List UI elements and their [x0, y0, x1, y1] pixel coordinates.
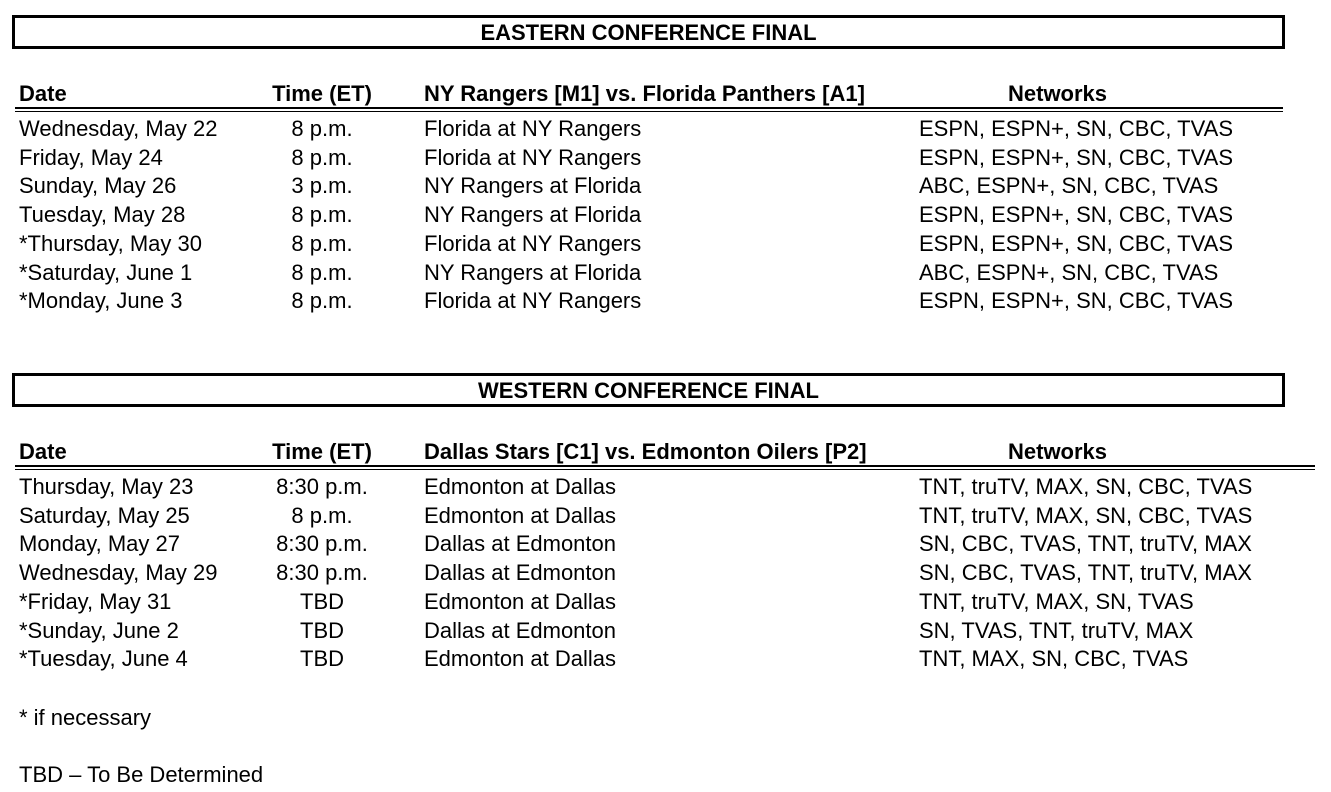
game-matchup: Florida at NY Rangers — [424, 288, 642, 314]
game-date: *Monday, June 3 — [19, 288, 183, 314]
game-time: TBD — [300, 617, 344, 643]
game-date: Sunday, May 26 — [19, 173, 177, 199]
game-date: Thursday, May 23 — [19, 474, 194, 499]
game-matchup: Edmonton at Dallas — [424, 646, 616, 672]
game-matchup: Florida at NY Rangers — [424, 116, 642, 141]
table-header — [0, 81, 1331, 107]
game-networks: ESPN, ESPN+, SN, CBC, TVAS — [919, 230, 1234, 256]
game-networks: ABC, ESPN+, SN, CBC, TVAS — [919, 259, 1219, 285]
game-matchup: Edmonton at Dallas — [424, 588, 616, 614]
game-networks: SN, CBC, TVAS, TNT, truTV, MAX — [919, 560, 1252, 586]
game-time: 8 p.m. — [291, 202, 353, 228]
table-row — [0, 116, 1331, 144]
game-matchup: Edmonton at Dallas — [424, 474, 616, 499]
header-networks: Networks — [1008, 81, 1108, 106]
table-row — [0, 560, 1331, 588]
game-networks: SN, TVAS, TNT, truTV, MAX — [919, 617, 1194, 643]
table-row — [0, 231, 1331, 259]
table-row — [0, 531, 1331, 559]
game-date: *Thursday, May 30 — [19, 230, 203, 256]
game-date: Wednesday, May 29 — [19, 560, 218, 586]
game-matchup: Dallas at Edmonton — [424, 560, 616, 586]
header-double-rule — [15, 107, 1283, 112]
game-date: Monday, May 27 — [19, 531, 181, 557]
header-double-rule — [15, 465, 1315, 470]
section-title: EASTERN CONFERENCE FINAL — [12, 15, 1285, 49]
game-networks: SN, CBC, TVAS, TNT, truTV, MAX — [919, 531, 1252, 557]
game-networks: ESPN, ESPN+, SN, CBC, TVAS — [919, 144, 1234, 170]
table-row — [0, 145, 1331, 173]
game-time: 8 p.m. — [291, 230, 353, 256]
header-time: Time (ET) — [272, 439, 372, 464]
game-time: TBD — [300, 588, 344, 614]
game-date: *Saturday, June 1 — [19, 259, 193, 285]
header-date: Date — [19, 81, 67, 106]
table-row — [0, 173, 1331, 201]
game-date: Tuesday, May 28 — [19, 202, 186, 228]
table-row — [0, 646, 1331, 674]
header-matchup: NY Rangers [M1] vs. Florida Panthers [A1] — [424, 81, 865, 106]
game-date: Saturday, May 25 — [19, 502, 190, 528]
game-matchup: Dallas at Edmonton — [424, 531, 616, 557]
table-row — [0, 474, 1331, 502]
header-date: Date — [19, 439, 67, 464]
game-date: *Friday, May 31 — [19, 588, 172, 614]
game-networks: ESPN, ESPN+, SN, CBC, TVAS — [919, 116, 1234, 141]
table-row — [0, 503, 1331, 531]
game-networks: ESPN, ESPN+, SN, CBC, TVAS — [919, 202, 1234, 228]
game-networks: TNT, truTV, MAX, SN, TVAS — [919, 588, 1194, 614]
header-time: Time (ET) — [272, 81, 372, 106]
header-networks: Networks — [1008, 439, 1108, 464]
game-time: TBD — [300, 646, 344, 672]
game-matchup: NY Rangers at Florida — [424, 202, 642, 228]
game-date: Wednesday, May 22 — [19, 116, 218, 141]
header-matchup: Dallas Stars [C1] vs. Edmonton Oilers [P2] — [424, 439, 867, 464]
table-header — [0, 439, 1331, 465]
game-networks: TNT, truTV, MAX, SN, CBC, TVAS — [919, 474, 1253, 499]
game-date: Friday, May 24 — [19, 144, 163, 170]
table-row — [0, 202, 1331, 230]
table-row — [0, 618, 1331, 646]
game-time: 8 p.m. — [291, 144, 353, 170]
game-networks: ABC, ESPN+, SN, CBC, TVAS — [919, 173, 1219, 199]
game-time: 8 p.m. — [291, 288, 353, 314]
game-networks: TNT, truTV, MAX, SN, CBC, TVAS — [919, 502, 1253, 528]
game-date: *Sunday, June 2 — [19, 617, 179, 643]
game-date: *Tuesday, June 4 — [19, 646, 188, 672]
table-row — [0, 288, 1331, 316]
game-matchup: Florida at NY Rangers — [424, 144, 642, 170]
game-time: 8:30 p.m. — [276, 531, 368, 557]
table-row — [0, 260, 1331, 288]
game-matchup: NY Rangers at Florida — [424, 173, 642, 199]
game-matchup: Florida at NY Rangers — [424, 230, 642, 256]
game-networks: TNT, MAX, SN, CBC, TVAS — [919, 646, 1189, 672]
game-time: 8:30 p.m. — [276, 474, 368, 499]
game-time: 8 p.m. — [291, 502, 353, 528]
game-matchup: Dallas at Edmonton — [424, 617, 616, 643]
footnote-tbd: TBD – To Be Determined — [19, 762, 264, 787]
game-matchup: Edmonton at Dallas — [424, 502, 616, 528]
section-title: WESTERN CONFERENCE FINAL — [12, 373, 1285, 407]
game-matchup: NY Rangers at Florida — [424, 259, 642, 285]
game-time: 3 p.m. — [291, 173, 353, 199]
game-time: 8 p.m. — [291, 259, 353, 285]
game-networks: ESPN, ESPN+, SN, CBC, TVAS — [919, 288, 1234, 314]
game-time: 8 p.m. — [291, 116, 353, 141]
footnote-if-necessary: * if necessary — [19, 705, 152, 730]
table-row — [0, 589, 1331, 617]
game-time: 8:30 p.m. — [276, 560, 368, 586]
